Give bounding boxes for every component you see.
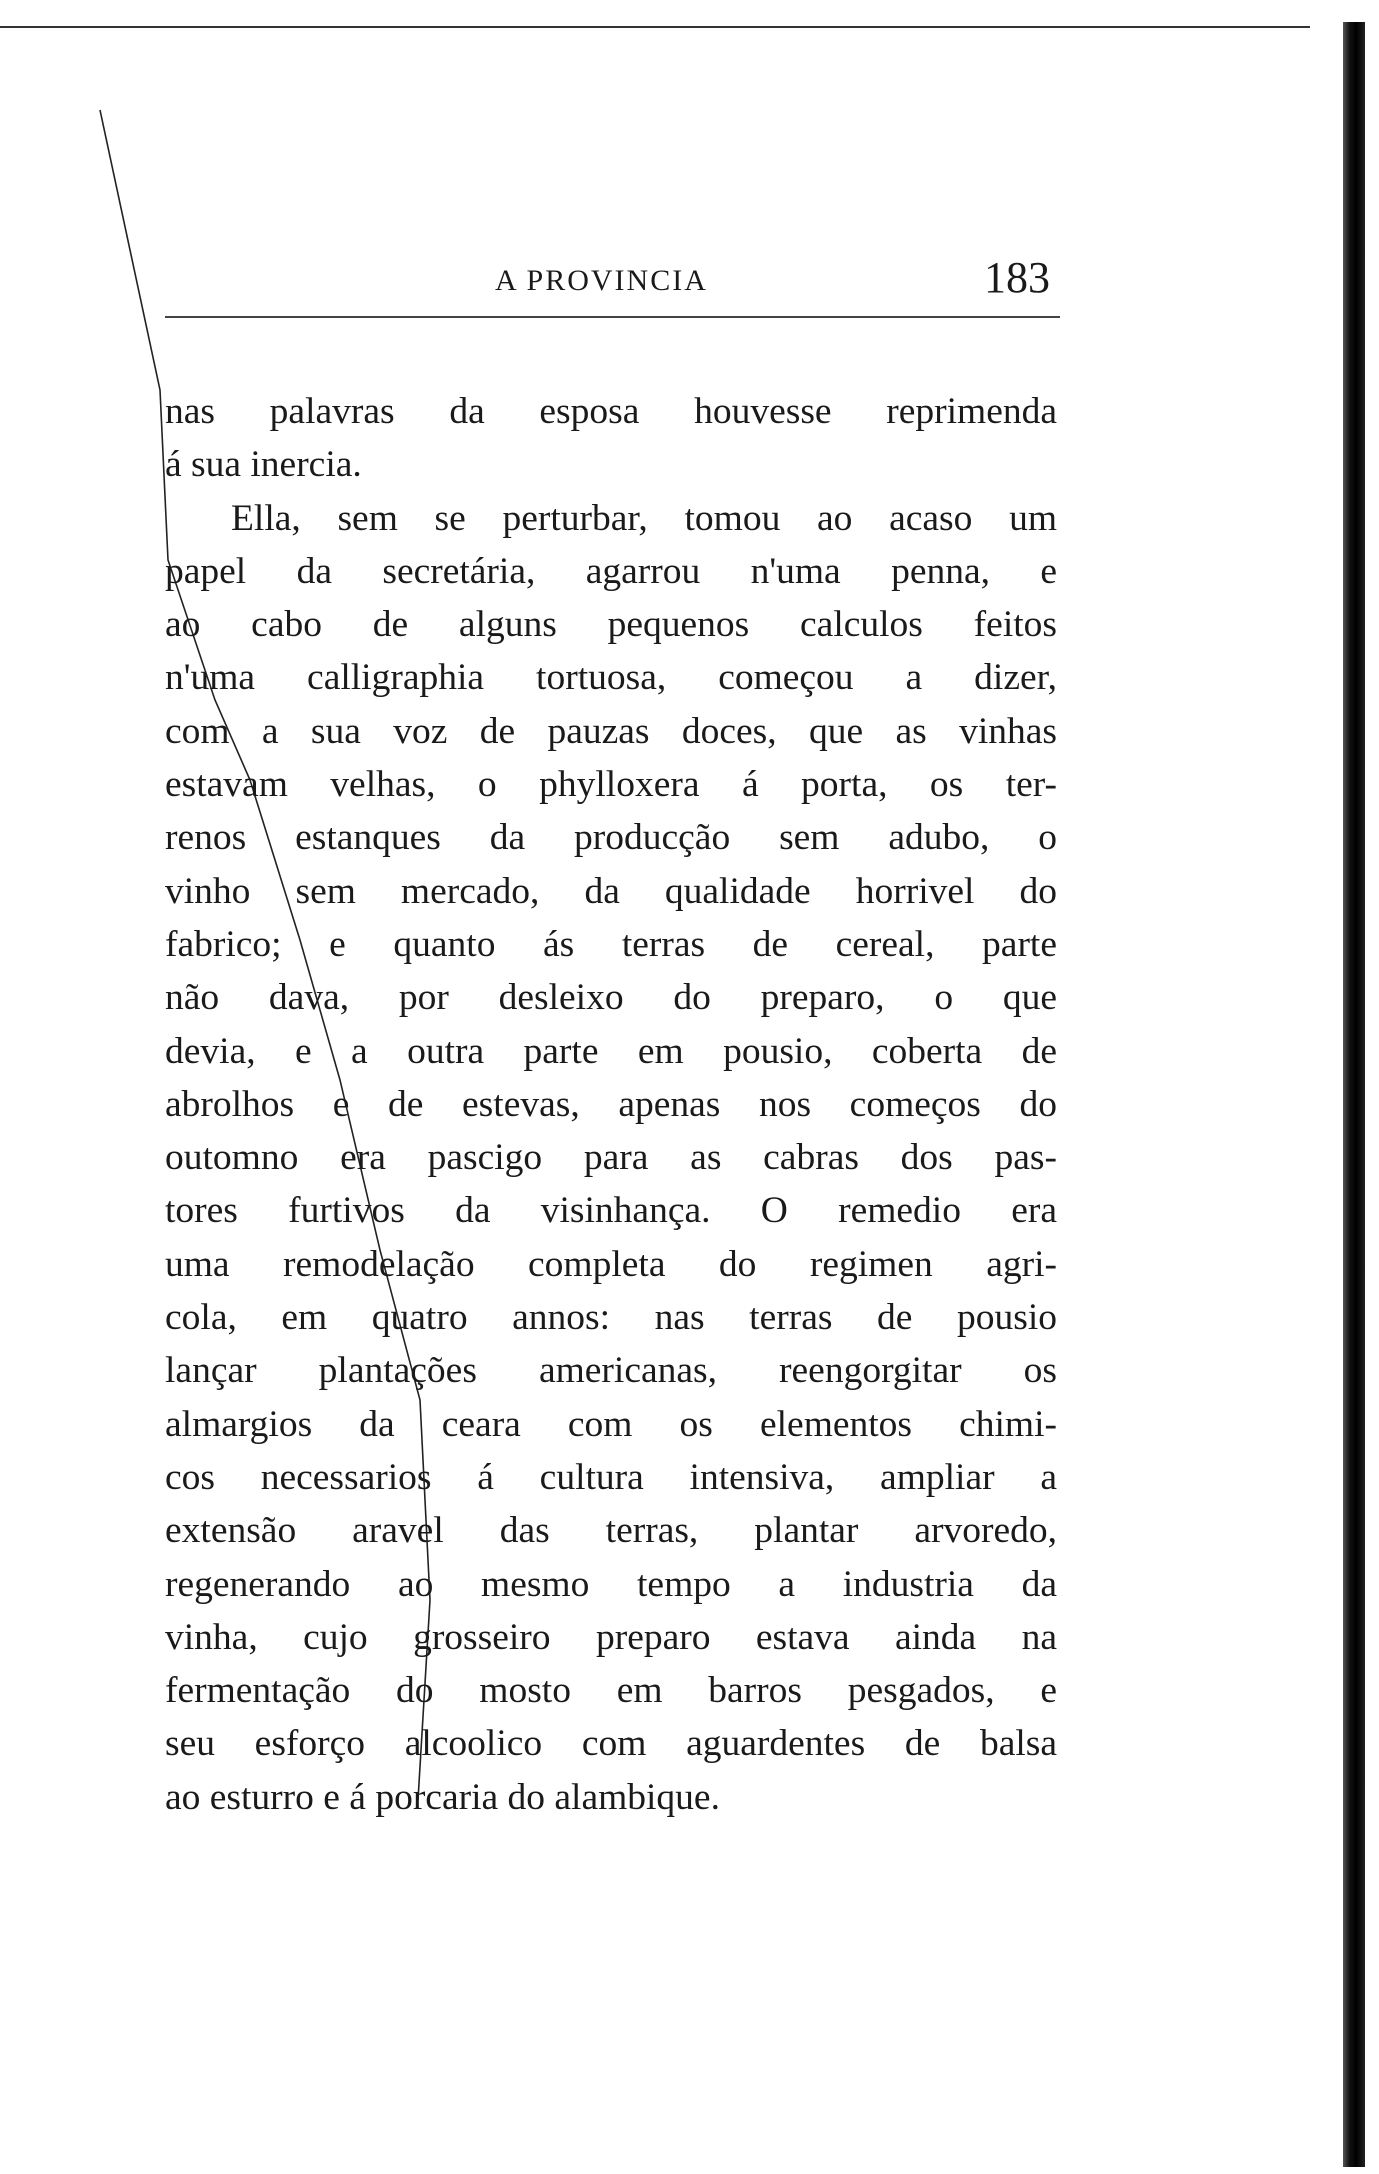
text-line: lançar plantações americanas, reengorgitar os xyxy=(165,1350,1057,1392)
text-line: não dava, por desleixo do preparo, o que xyxy=(165,977,1057,1019)
text-line: tores furtivos da visinhança. O remedio era xyxy=(165,1190,1057,1232)
text-line: com a sua voz de pauzas doces, que as vinhas xyxy=(165,710,1057,752)
page-top-edge xyxy=(0,26,1310,28)
text-line: Ella, sem se perturbar, tomou ao acaso um xyxy=(231,497,1057,539)
text-line: devia, e a outra parte em pousio, coberta de xyxy=(165,1030,1057,1072)
page-header xyxy=(165,252,1060,322)
text-line: ao esturro e á porcaria do alambique. xyxy=(165,1776,720,1818)
text-line: fermentação do mosto em barros pesgados, e xyxy=(165,1670,1057,1712)
text-line: estavam velhas, o phylloxera á porta, os ter- xyxy=(165,764,1057,806)
page-number: 183 xyxy=(984,253,1050,302)
text-line: fabrico; e quanto ás terras de cereal, parte xyxy=(165,923,1057,965)
text-line: vinho sem mercado, da qualidade horrivel do xyxy=(165,870,1057,912)
book-binding-edge xyxy=(1343,22,1365,2167)
text-line: outomno era pascigo para as cabras dos pas- xyxy=(165,1137,1057,1179)
text-line: extensão aravel das terras, plantar arvoredo, xyxy=(165,1510,1057,1552)
text-line: abrolhos e de estevas, apenas nos começos do xyxy=(165,1083,1057,1125)
text-line: ao cabo de alguns pequenos calculos feitos xyxy=(165,604,1057,646)
text-line: renos estanques da producção sem adubo, o xyxy=(165,817,1057,859)
running-head: A PROVINCIA xyxy=(495,264,708,297)
text-line: vinha, cujo grosseiro preparo estava ainda na xyxy=(165,1616,1057,1658)
text-line: almargios da ceara com os elementos chimi- xyxy=(165,1403,1057,1445)
text-line: papel da secretária, agarrou n'uma penna, e xyxy=(165,550,1057,592)
text-line: seu esforço alcoolico com aguardentes de balsa xyxy=(165,1723,1057,1765)
text-line: cos necessarios á cultura intensiva, ampliar a xyxy=(165,1456,1057,1498)
text-line: nas palavras da esposa houvesse reprimenda xyxy=(165,391,1057,432)
text-line: uma remodelação completa do regimen agri- xyxy=(165,1243,1057,1285)
text-line: regenerando ao mesmo tempo a industria da xyxy=(165,1563,1057,1605)
body-text xyxy=(165,385,1057,1824)
text-line: á sua inercia. xyxy=(165,444,362,486)
text-line: n'uma calligraphia tortuosa, começou a dizer, xyxy=(165,657,1057,699)
text-line: cola, em quatro annos: nas terras de pousio xyxy=(165,1297,1057,1339)
header-rule xyxy=(165,316,1060,318)
